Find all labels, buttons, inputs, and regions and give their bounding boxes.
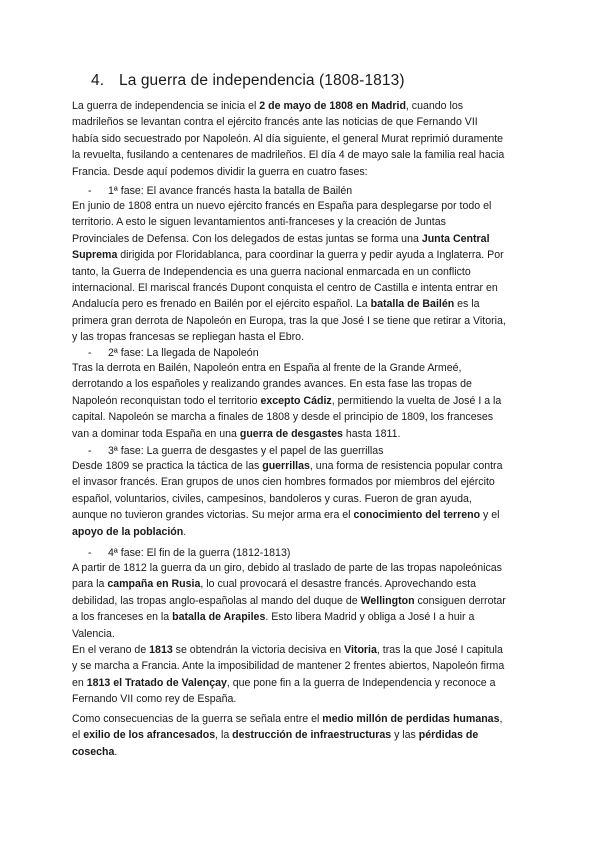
text-line [72, 164, 532, 180]
bold-text: 1813 [149, 643, 173, 656]
bold-text: pérdidas de [418, 729, 479, 742]
text-line [72, 329, 532, 345]
text-line [72, 426, 532, 442]
bold-text: guerra de desgastes [239, 427, 343, 440]
text-line [72, 576, 532, 592]
text-line [72, 675, 532, 691]
text-run: y se marcha a Francia. Ante la imposibilidad de mantener 2 frentes abiertos, Napoleón firma [72, 660, 505, 673]
text-run: . [114, 745, 118, 758]
text-run: , que pone fin a la guerra de Independencia y reconoce a [226, 676, 496, 689]
phase-3-paragraph [72, 458, 532, 540]
text-line [72, 313, 532, 329]
text-line [72, 691, 532, 707]
bold-text: cosecha [72, 745, 115, 758]
bold-text: 2 de mayo de 1808 [259, 100, 353, 112]
text-line [72, 609, 532, 625]
bold-text: excepto Cádiz [260, 394, 332, 407]
text-run: , lo cual provocará el desastre francés. Aprovechando esta [200, 578, 476, 591]
text-run: van a dominar toda España en una [72, 427, 240, 440]
text-run: y las [391, 729, 419, 742]
text-run: y el [480, 509, 500, 522]
text-line [72, 360, 532, 376]
text-run: internacional. El mariscal francés Dupont conquista el centro de Castilla e intenta entrar en [72, 281, 498, 294]
text-line [72, 711, 532, 727]
text-line [72, 593, 532, 609]
section-title-text: La guerra de independencia (1808-1813) [118, 72, 405, 89]
bold-text: apoyo de la población [72, 525, 184, 538]
text-run: es la [454, 298, 480, 311]
conclusion-paragraph [72, 711, 532, 760]
text-run: español, voluntarios, civiles, campesinos, bandoleros y curas. Fueron de gran ayuda, [72, 492, 472, 505]
text-line [72, 658, 532, 674]
text-line [72, 147, 532, 163]
text-run: dirigida por Floridablanca, para coordinar la guerra y pedir ayuda a Inglaterra. Por [117, 249, 504, 262]
text-run: aunque no tuvieron grandes victorias. Su mejor arma era el [72, 509, 354, 522]
text-line [72, 507, 532, 523]
bold-text: Junta Central [421, 232, 490, 245]
phase-1-heading: - 1ª fase: El avance francés hasta la batalla de Bailén [88, 185, 353, 197]
text-run: tanto, la Guerra de Independencia es una guerra nacional enmarcada en un conflicto [72, 265, 471, 278]
text-run: , [499, 713, 503, 725]
text-run: . Esto libera Madrid y obliga a José I a huir a [265, 611, 475, 624]
bold-text: en Madrid [355, 100, 406, 112]
text-run: Valencia. [72, 627, 115, 640]
text-run: , cuando los [405, 100, 464, 112]
text-run: , la [215, 729, 233, 742]
text-line [72, 474, 532, 490]
phase-4-paragraph [72, 560, 532, 708]
text-run: consiguen derrotar [414, 594, 506, 607]
text-run: territorio. A esto le siguen levantamientos anti-franceses y la creación de Juntas [72, 216, 446, 229]
intro-paragraph [72, 98, 532, 180]
text-run: La guerra de independencia se inicia el [72, 100, 260, 112]
bold-text: medio millón de perdidas humanas [322, 713, 500, 725]
text-run: debilidad, las tropas anglo-españolas al mando del duque de [72, 594, 361, 607]
text-line [72, 114, 532, 130]
text-run: , permitiendo la vuelta de José I a la [331, 394, 502, 407]
bold-text: campaña en Rusia [107, 578, 201, 591]
text-line [72, 524, 532, 540]
text-run: capital. Napoleón se marcha a finales de 1808 y desde el principio de 1809, los franceses [72, 411, 494, 424]
text-run: el invasor francés. Eran grupos de unos cien hombres formados por miembros del ejército [72, 476, 495, 489]
text-run: Fernando VII como rey de España. [72, 693, 237, 706]
text-line [72, 727, 532, 743]
text-line [72, 376, 532, 392]
bold-text: exilio de los afrancesados [83, 729, 216, 742]
section-title [91, 72, 405, 90]
text-line [72, 642, 532, 658]
text-line [72, 131, 532, 147]
text-run: para la [72, 578, 108, 591]
text-run: a los franceses en la [72, 611, 173, 624]
bold-text: Wellington [360, 594, 415, 607]
bold-text: Suprema [72, 249, 118, 262]
text-line [72, 296, 532, 312]
text-line [72, 560, 532, 576]
text-run: , tras la que José I capitula [376, 643, 503, 656]
bold-text: destrucción de infraestructuras [232, 729, 392, 742]
text-run: la revuelta, fusilando a centenares de madrileños. El día 4 de mayo sale la familia real hacia [72, 149, 505, 162]
section-number: 4. [91, 72, 105, 89]
text-line [72, 409, 532, 425]
text-line [72, 198, 532, 214]
bold-text: Vitoria [344, 643, 377, 656]
text-run: en [72, 676, 87, 689]
bold-text: 1813 el Tratado de Valençay [86, 676, 227, 689]
bold-text: guerrillas [262, 460, 310, 472]
bold-text: batalla de Bailén [370, 298, 455, 311]
text-line [72, 393, 532, 409]
text-line [72, 280, 532, 296]
text-run: Andalucía pero es frenado en Bailén por el ejército español. La [72, 298, 371, 311]
text-run: el [72, 729, 84, 742]
text-run: En junio de 1808 entra un nuevo ejército francés en España para desplegarse por todo el [72, 200, 492, 212]
text-run: Tras la derrota en Bailén, Napoleón entra en España al frente de la Grande Armeé, [72, 362, 462, 374]
text-run: había sido secuestrado por Napoleón. Al día siguiente, el general Murat reprimió duramente [72, 132, 504, 145]
phase-2-heading: - 2ª fase: La llegada de Napoleón [88, 347, 259, 359]
text-line [72, 214, 532, 230]
text-run: y las tropas francesas se repliegan hasta el Ebro. [72, 331, 305, 344]
text-line [72, 744, 532, 760]
bold-text: batalla de Arapiles [172, 611, 266, 624]
text-line [72, 247, 532, 263]
text-run: primera gran derrota de Napoleón en Europa, tras la que José I se tiene que retirar a Vitoria, [72, 314, 506, 327]
text-run: se obtendrán la victoria decisiva en [172, 643, 345, 656]
text-run: . [183, 525, 187, 538]
phase-2-paragraph [72, 360, 532, 442]
text-run: derrotando a los españoles y realizando grandes avances. En esta fase las tropas de [72, 378, 472, 391]
bold-text: conocimiento del terreno [353, 509, 481, 522]
text-line [72, 264, 532, 280]
phase-3-heading: - 3ª fase: La guerra de desgastes y el papel de las guerrillas [88, 445, 384, 457]
text-run: Desde 1809 se practica la táctica de las [72, 460, 263, 472]
text-run: En el verano de [72, 643, 150, 656]
text-run: madrileños se levantan contra el ejército francés ante las noticias de que Fernando VII [72, 116, 478, 129]
text-run: A partir de 1812 la guerra da un giro, debido al traslado de parte de las tropas napoleónicas [72, 562, 502, 574]
text-run: Provinciales de Defensa. Con los delegados de estas juntas se forma una [72, 232, 422, 245]
text-run: , una forma de resistencia popular contra [309, 460, 503, 472]
phase-1-paragraph [72, 198, 532, 346]
text-line [72, 458, 532, 474]
text-line [72, 491, 532, 507]
phase-4-heading: - 4ª fase: El fin de la guerra (1812-1813) [88, 547, 291, 559]
text-line [72, 98, 532, 114]
text-line [72, 626, 532, 642]
text-run: Napoleón reconquistan todo el territorio [72, 394, 261, 407]
text-run: Francia. Desde aquí podemos dividir la guerra en cuatro fases: [72, 165, 368, 178]
text-line [72, 231, 532, 247]
text-run: Como consecuencias de la guerra se señala entre el [72, 713, 323, 725]
text-run: hasta 1811. [342, 427, 401, 440]
